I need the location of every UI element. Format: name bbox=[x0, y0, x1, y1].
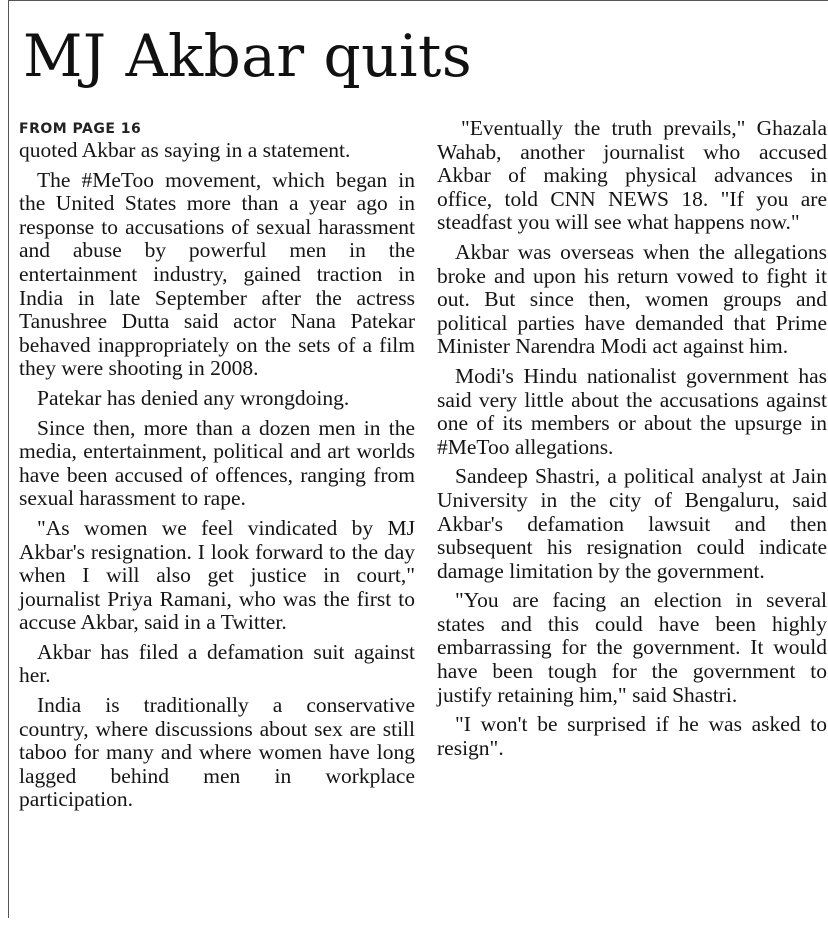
paragraph: quoted Akbar as saying in a statement. bbox=[19, 138, 351, 162]
left-column bbox=[19, 117, 415, 818]
paragraph: Sandeep Shastri, a political analyst at Jain University in the city of Bengaluru, said Akbar's defamation lawsuit and then subsequent his resignation could indicate damage limitation by the government. bbox=[437, 464, 827, 583]
paragraph: Akbar was overseas when the allegations broke and upon his return vowed to fight it out. But since then, women groups and political parties have demanded that Prime Minister Narendra Modi act against him. bbox=[437, 239, 827, 359]
paragraph: "I won't be surprised if he was asked to resign". bbox=[437, 712, 827, 760]
paragraph: Patekar has denied any wrongdoing. bbox=[37, 385, 350, 410]
paragraph: "Eventually the truth prevails," Ghazala Wahab, another journalist who accused Akbar of making physical advances in office, told CNN NEWS 18. "If you are steadfast you will see what happens now." bbox=[437, 116, 827, 235]
newspaper-clipping bbox=[8, 0, 828, 918]
continued-from-label: FROM PAGE 16 bbox=[19, 121, 142, 137]
paragraph: Akbar has filed a defamation suit against her. bbox=[19, 639, 415, 688]
paragraph: Since then, more than a dozen men in the media, entertainment, political and art worlds have been accused of offences, ranging from sexual harassment to rape. bbox=[19, 415, 415, 511]
paragraph: India is traditionally a conservative country, where discussions about sex are still taboo for many and where women have long lagged behind men in workplace participation. bbox=[19, 693, 415, 812]
headline: MJ Akbar quits bbox=[23, 22, 473, 90]
paragraph: Modi's Hindu nationalist government has said very little about the accusations against one of its members or about the upsurge in #MeToo allegations. bbox=[437, 363, 827, 459]
paragraph: "You are facing an election in several states and this could have been highly embarrassing for the government. It would have been tough for the government to justify retaining him," said Shastri. bbox=[437, 588, 827, 707]
right-column bbox=[437, 117, 827, 766]
paragraph: The #MeToo movement, which began in the United States more than a year ago in response to accusations of sexual harassment and abuse by powerful men in the entertainment industry, gained traction in India in late September after the actress Tanushree Dutta said actor Nana Patekar behaved inappropriately on the sets of a film they were shooting in 2008. bbox=[19, 167, 415, 381]
paragraph: "As women we feel vindicated by MJ Akbar's resignation. I look forward to the day when I will also get justice in court," journalist Priya Ramani, who was the first to accuse Akbar, said in a Twitter. bbox=[19, 515, 415, 635]
